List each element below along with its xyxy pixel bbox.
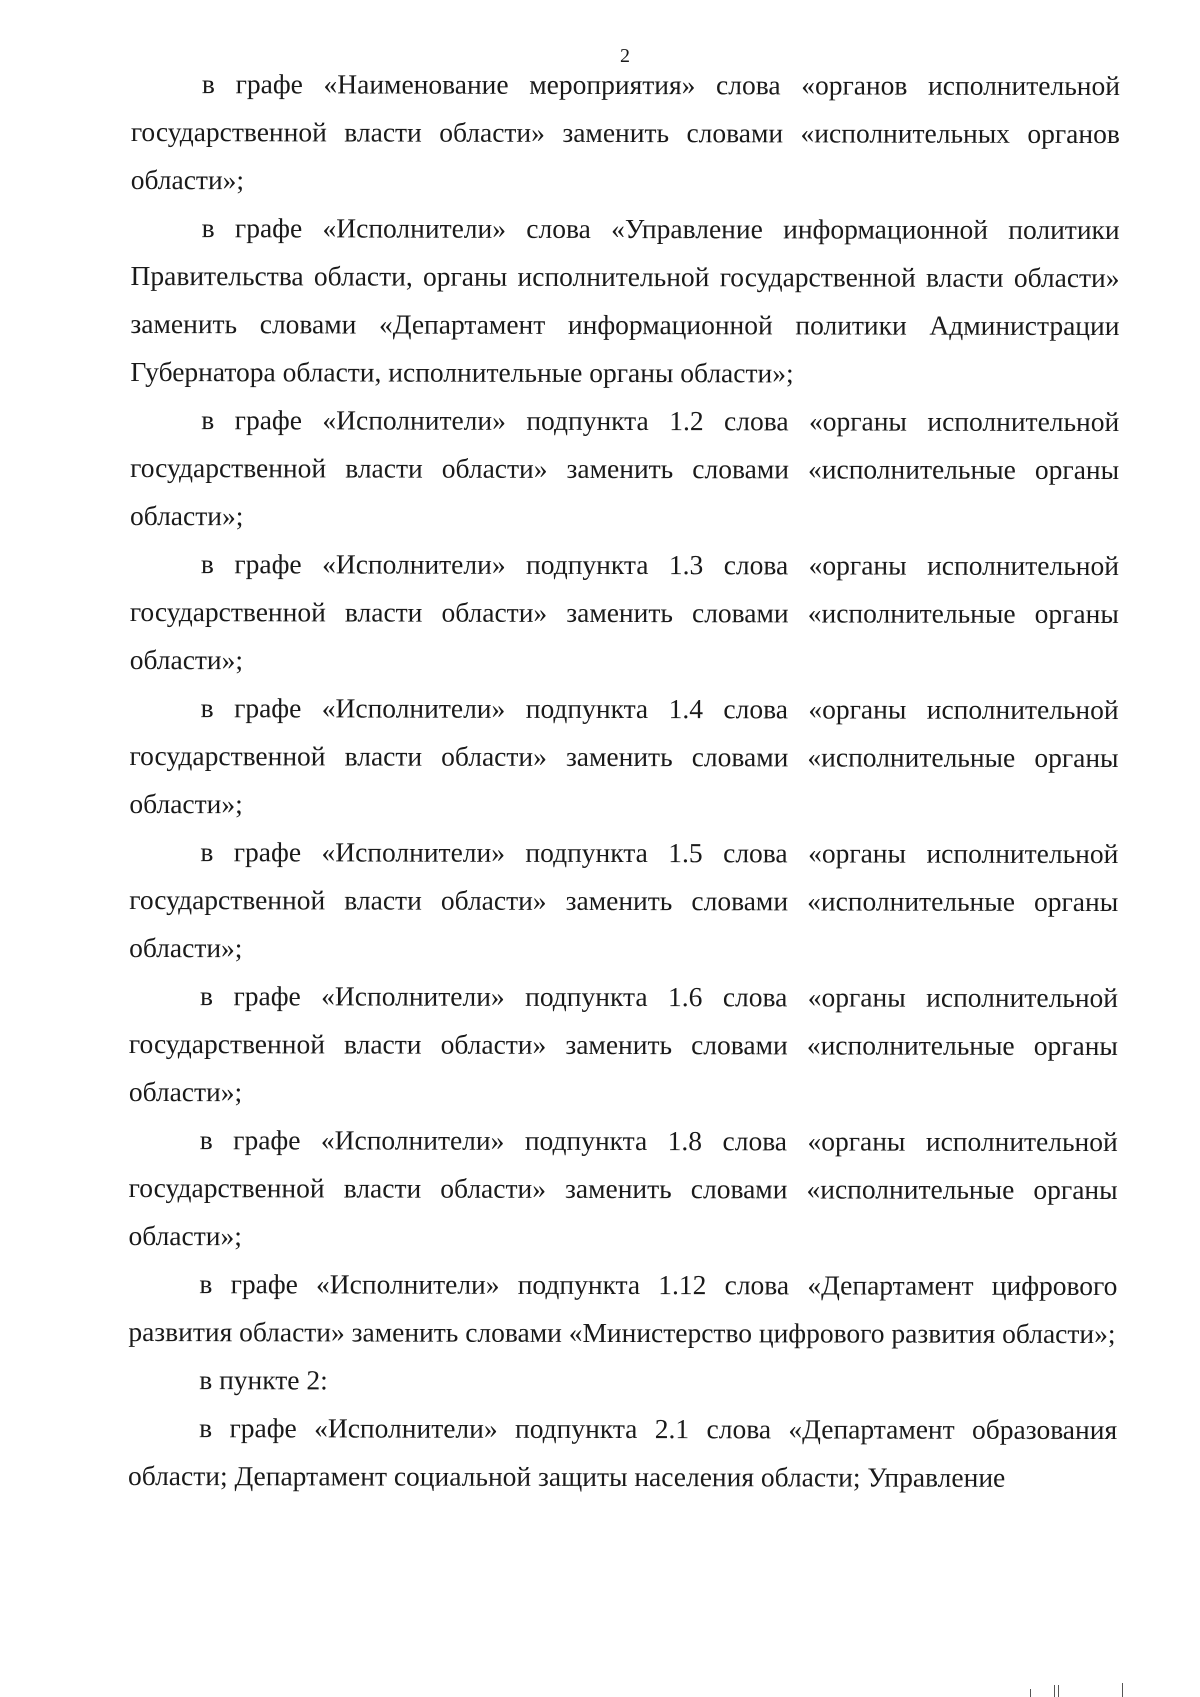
paragraph-6: в графе «Исполнители» подпункта 1.5 слова «органы исполнительной государственной власти области» заменить словами «исполнительные органы области»;: [129, 836, 1119, 964]
scan-artifact: [1020, 1677, 1140, 1697]
paragraph-2: в графе «Исполнители» слова «Управление информационной политики Правительства области, органы исполнительной государственной власти области» заменить словами «Департамент информационной политики Администрации Губернатора области, исполнительные органы области»;: [130, 212, 1120, 389]
page-number: 2: [620, 45, 630, 67]
paragraph-7: в графе «Исполнители» подпункта 1.6 слова «органы исполнительной государственной власти области» заменить словами «исполнительные органы области»;: [128, 980, 1119, 1108]
paragraph-8: в графе «Исполнители» подпункта 1.8 слова «органы исполнительной государственной власти области» заменить словами «исполнительные органы области»;: [128, 1124, 1118, 1252]
paragraph-9: в графе «Исполнители» подпункта 1.12 слова «Департамент цифрового развития области» заменить словами «Министерство цифрового развития области»;: [128, 1268, 1118, 1350]
paragraph-3: в графе «Исполнители» подпункта 1.2 слова «органы исполнительной государственной власти области» заменить словами «исполнительные органы области»;: [130, 404, 1120, 532]
paragraph-1: в графе «Наименование мероприятия» слова «органов исполнительной государственной власти области» заменить словами «исполнительных органов области»;: [130, 68, 1120, 196]
document-body: [128, 60, 1120, 1502]
paragraph-10: в пункте 2:: [199, 1364, 328, 1396]
paragraph-11: в графе «Исполнители» подпункта 2.1 слова «Департамент образования области; Департамент социальной защиты населения области; Управление: [128, 1412, 1118, 1493]
paragraph-4: в графе «Исполнители» подпункта 1.3 слова «органы исполнительной государственной власти области» заменить словами «исполнительные органы области»;: [129, 548, 1119, 676]
paragraph-5: в графе «Исполнители» подпункта 1.4 слова «органы исполнительной государственной власти области» заменить словами «исполнительные органы области»;: [129, 692, 1119, 820]
